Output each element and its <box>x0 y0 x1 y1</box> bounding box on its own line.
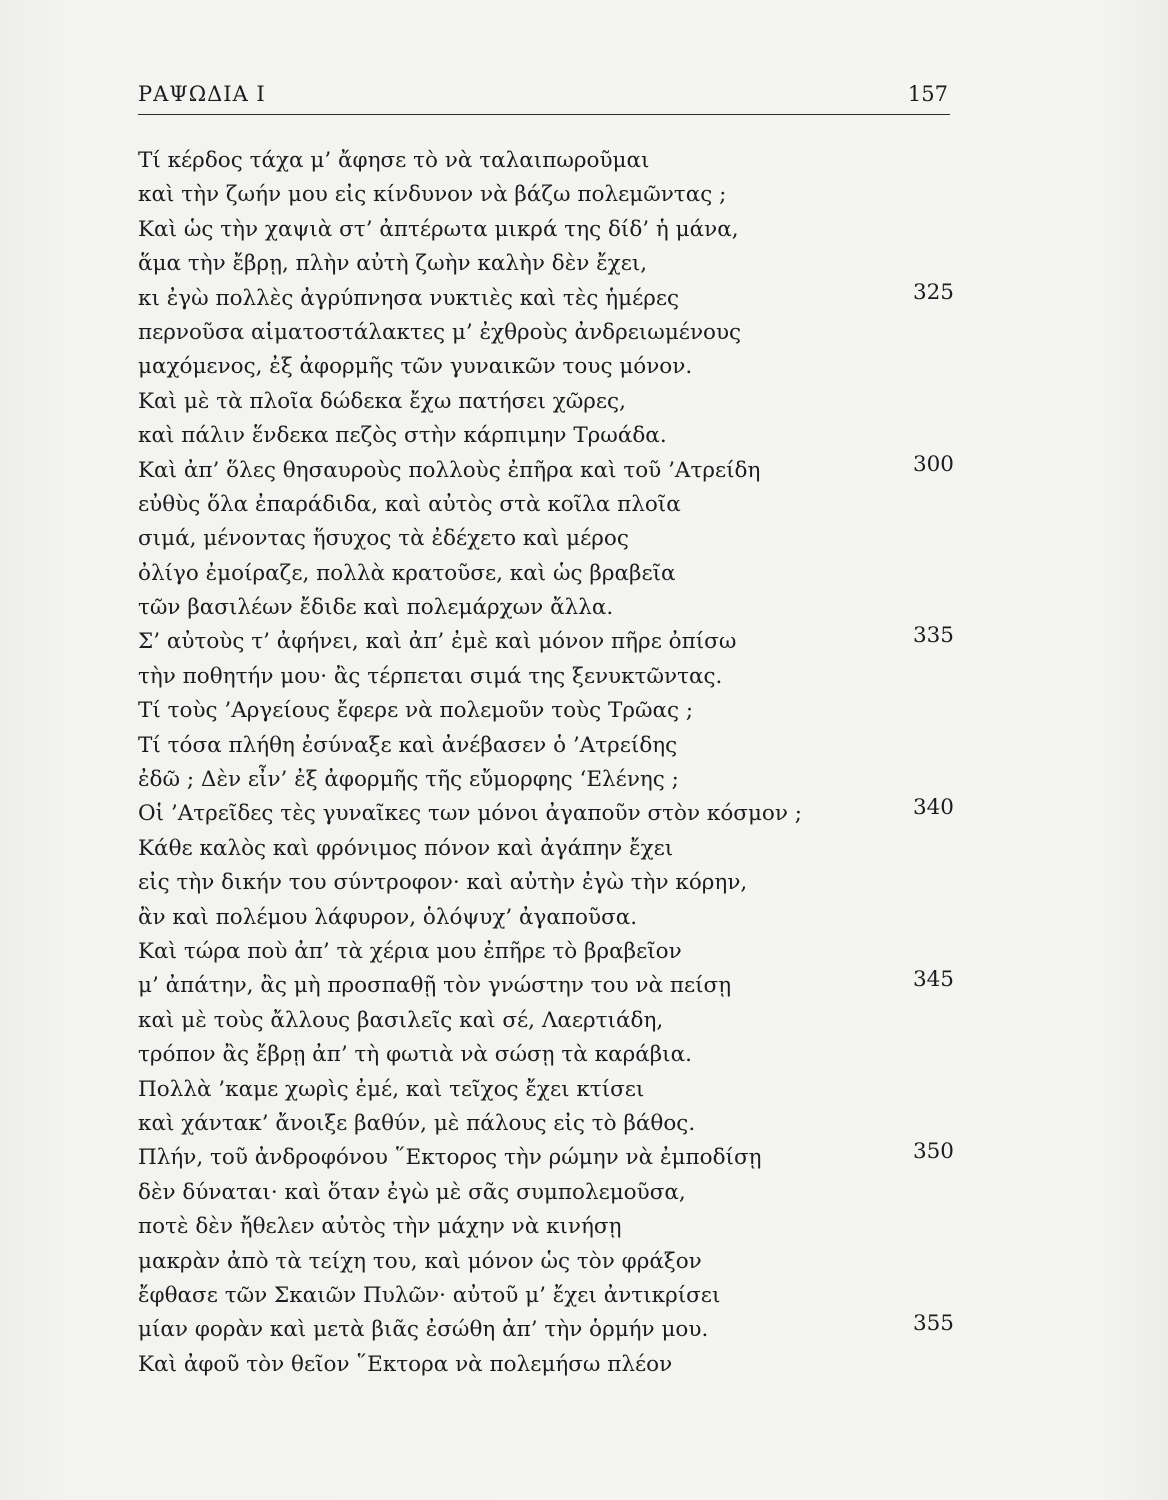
verse-line <box>138 625 968 659</box>
verse-text: μ’ ἀπάτην, ἂς μὴ προσπαθῇ τὸν γνώστην του νὰ πείσῃ <box>138 973 732 999</box>
verse-text: Καὶ ἀφοῦ τὸν θεῖον ῞Εκτορα νὰ πολεμήσω πλέον <box>138 1351 673 1377</box>
verse-line <box>138 178 968 212</box>
verse-text: καὶ χάντακ’ ἄνοιξε βαθύν, μὲ πάλους εἰς τὸ βάθος. <box>138 1110 696 1136</box>
verse-text: Τί τοὺς ’Αργείους ἔφερε νὰ πολεμοῦν τοὺς Τρῶας ; <box>138 698 694 724</box>
verse-text: ἅμα τὴν ἔβρῃ, πλὴν αὐτὴ ζωὴν καλὴν δὲν ἔχει, <box>138 251 648 277</box>
verse-text: Πλήν, τοῦ ἀνδροφόνου ῞Εκτορος τὴν ρώμην νὰ ἐμποδίσῃ <box>138 1145 762 1171</box>
verse-text: Πολλὰ ’καμε χωρὶς ἐμέ, καὶ τεῖχος ἔχει κτίσει <box>138 1076 645 1102</box>
verse-text: σιμά, μένοντας ἥσυχος τὰ ἐδέχετο καὶ μέρος <box>138 526 629 552</box>
verse-text: Καὶ ὡς τὴν χαψιὰ στ’ ἀπτέρωτα μικρά της δίδ’ ἡ μάνα, <box>138 216 739 242</box>
line-number: 325 <box>912 279 954 305</box>
verse-line <box>138 213 968 247</box>
verse-line <box>138 797 968 831</box>
verse-text: ποτὲ δὲν ἤθελεν αὐτὸς τὴν μάχην νὰ κινήσῃ <box>138 1214 622 1240</box>
verse-text: τῶν βασιλέων ἔδιδε καὶ πολεμάρχων ἄλλα. <box>138 595 614 621</box>
verse-text: καὶ τὴν ζωήν μου εἰς κίνδυνον νὰ βάζω πολεμῶντας ; <box>138 182 727 208</box>
verse-text: Τί κέρδος τάχα μ’ ἄφησε τὸ νὰ ταλαιπωροῦμαι <box>138 148 650 173</box>
verse-line <box>138 451 968 488</box>
verse-text: καὶ μὲ τοὺς ἄλλους βασιλεῖς καὶ σέ, Λαερτιάδη, <box>138 1007 664 1033</box>
verse-text: Καὶ ἀπ’ ὅλες θησαυροὺς πολλοὺς ἐπῆρα καὶ τοῦ ’Ατρείδη <box>138 457 761 483</box>
verse-line <box>138 1073 968 1107</box>
verse-line <box>138 1210 968 1244</box>
verse-text: Κάθε καλὸς καὶ φρόνιμος πόνον καὶ ἀγάπην ἔχει <box>138 835 674 861</box>
verse-line <box>138 419 968 453</box>
verse-line <box>138 935 968 969</box>
verse-text: Καὶ τώρα ποὺ ἀπ’ τὰ χέρια μου ἐπῆρε τὸ βραβεῖον <box>138 938 682 964</box>
verse-line <box>138 694 968 728</box>
line-number: 345 <box>912 967 954 993</box>
verse-line <box>138 316 968 350</box>
verse-line <box>138 144 968 178</box>
verse-line <box>138 763 968 797</box>
verse-text: τρόπον ἂς ἔβρῃ ἀπ’ τὴ φωτιὰ νὰ σώσῃ τὰ καράβια. <box>138 1042 692 1068</box>
verse-line <box>138 522 968 556</box>
verse-text: εἰς τὴν δικήν του σύντροφον· καὶ αὐτὴν ἐγὼ τὴν κόρην, <box>138 870 748 896</box>
running-head <box>138 78 950 115</box>
verse-line <box>138 901 968 935</box>
verse-text: τὴν ποθητήν μου· ἂς τέρπεται σιμά της ξενυκτῶντας. <box>138 663 723 689</box>
line-number: 335 <box>912 623 954 649</box>
verse-text: ὀλίγο ἐμοίραζε, πολλὰ κρατοῦσε, καὶ ὡς βραβεῖα <box>138 560 676 586</box>
line-number: 350 <box>912 1139 954 1165</box>
verse-line <box>138 279 968 316</box>
verse-text: ἂν καὶ πολέμου λάφυρον, ὁλόψυχ’ ἀγαποῦσα. <box>138 904 638 930</box>
verse-line <box>138 660 968 694</box>
verse-text: Καὶ μὲ τὰ πλοῖα δώδεκα ἔχω πατήσει χῶρες, <box>138 388 626 414</box>
verse-line <box>138 866 968 900</box>
verse-text: εὐθὺς ὅλα ἐπαράδιδα, καὶ αὐτὸς στὰ κοῖλα πλοῖα <box>138 491 681 517</box>
verse-text: Σ’ αὐτοὺς τ’ ἀφήνει, καὶ ἀπ’ ἐμὲ καὶ μόνον πῆρε ὀπίσω <box>138 629 737 655</box>
verse-line <box>138 1004 968 1038</box>
line-number: 340 <box>912 795 954 821</box>
verse-text: καὶ πάλιν ἕνδεκα πεζὸς στὴν κάρπιμην Τρωάδα. <box>138 423 667 449</box>
page-number: 157 <box>907 82 948 106</box>
verse-text: Τί τόσα πλήθη ἐσύναξε καὶ ἀνέβασεν ὁ ’Ατρείδης <box>138 732 678 758</box>
verse-text: μακρὰν ἀπὸ τὰ τείχη του, καὶ μόνον ὡς τὸν φράξον <box>138 1248 702 1274</box>
verse-text: μαχόμενος, ἐξ ἀφορμῆς τῶν γυναικῶν τους μόνον. <box>138 354 693 380</box>
verse-line <box>138 1038 968 1072</box>
verse-line <box>138 1348 968 1382</box>
line-number: 300 <box>912 451 954 477</box>
verse-line <box>138 1245 968 1279</box>
verse-line <box>138 832 968 866</box>
verse-line <box>138 247 968 281</box>
chapter-title: ΡΑΨΩΔΙΑ Ι <box>138 82 266 106</box>
verse-line <box>138 1279 968 1313</box>
verse-line <box>138 1176 968 1210</box>
verse-text: μίαν φορὰν καὶ μετὰ βιᾶς ἐσώθη ἀπ’ τὴν ὁρμήν μου. <box>138 1317 709 1343</box>
verse-text: κι ἐγὼ πολλὲς ἀγρύπνησα νυκτιὲς καὶ τὲς ἡμέρες <box>138 285 680 311</box>
verse-text: ἐδῶ ; Δὲν εἶν’ ἐξ ἀφορμῆς τῆς εὔμορφης ‘Ελένης ; <box>138 767 679 793</box>
verse-line <box>138 385 968 419</box>
verse-text: δὲν δύναται· καὶ ὅταν ἐγὼ μὲ σᾶς συμπολεμοῦσα, <box>138 1179 686 1205</box>
verse-line <box>138 969 968 1003</box>
verse-list <box>138 144 968 1382</box>
verse-text: περνοῦσα αἱματοστάλακτες μ’ ἐχθροὺς ἀνδρειωμένους <box>138 319 742 345</box>
verse-line <box>138 1141 968 1175</box>
verse-line <box>138 729 968 763</box>
verse-text: ἔφθασε τῶν Σκαιῶν Πυλῶν· αὐτοῦ μ’ ἔχει ἀντικρίσει <box>138 1282 721 1308</box>
verse-line <box>138 488 968 522</box>
verse-line <box>138 1107 968 1141</box>
verse-line <box>138 591 968 625</box>
verse-text: Οἱ ’Ατρεῖδες τὲς γυναῖκες των μόνοι ἀγαποῦν στὸν κόσμον ; <box>138 801 803 827</box>
verse-line <box>138 1313 968 1347</box>
verse-line <box>138 350 968 384</box>
line-number: 355 <box>912 1311 954 1337</box>
verse-line <box>138 557 968 591</box>
